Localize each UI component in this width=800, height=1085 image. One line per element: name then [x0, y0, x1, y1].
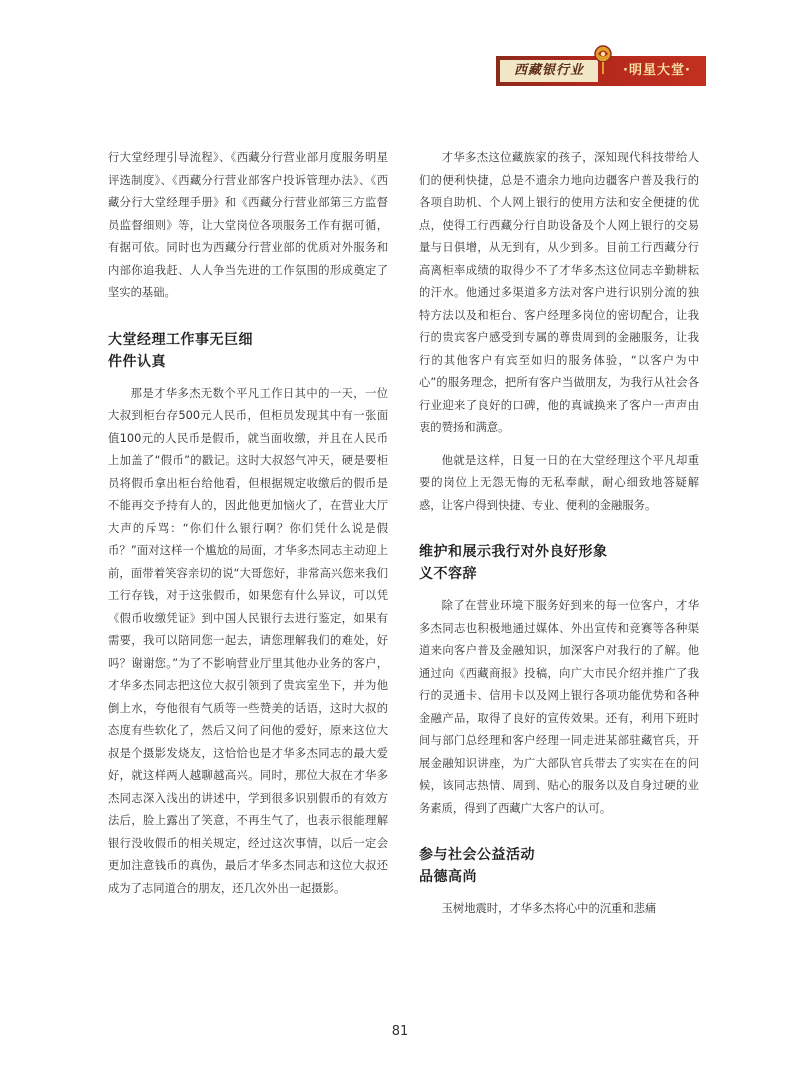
left-paragraph-1: 行大堂经理引导流程》、《西藏分行营业部月度服务明星评选制度》、《西藏分行营业部客户投诉管理办法》、《西藏分行大堂经理手册》和《西藏分行营业部第三方监督员监督细则》等，让大堂岗位各项服务工作有据可循，有据可依。同时也为西藏分行营业部的优质对外服务和内部你追我赶、人人争当先进的工作氛围的形成奠定了坚实的基础。 — [108, 151, 388, 299]
right-column — [419, 147, 699, 921]
left-column — [108, 147, 388, 900]
heading-image — [419, 541, 699, 585]
page-number: 81 — [391, 1024, 409, 1039]
brand-label: 西藏银行业 — [500, 60, 598, 82]
right-paragraph-2: 他就是这样，日复一日的在大堂经理这个平凡却重要的岗位上无怨无悔的无私奉献，耐心细致地答疑解惑，让客户得到快捷、专业、便利的金融服务。 — [419, 453, 699, 512]
auspicious-cloud-icon — [592, 44, 614, 78]
heading-public-welfare — [419, 844, 699, 888]
heading-line-2: 义不容辞 — [419, 566, 477, 582]
section-title: ·明星大堂· — [623, 63, 691, 78]
right-paragraph-1: 才华多杰这位藏族家的孩子，深知现代科技带给人们的便利快捷，总是不遗余力地向边疆客户普及我行的各项自助机、个人网上银行的使用方法和安全便捷的优点，使得工行西藏分行自助设备及个人网上银行的交易量与日俱增，从无到有，从少到多。目前工行西藏分行高离柜率成绩的取得少不了才华多杰这位同志辛勤耕耘的汗水。他通过多渠道多方法对客户进行识别分流的独特方法以及和柜台、客户经理多岗位的密切配合，让我行的贵宾客户感受到专属的尊贵周到的金融服务，让我行的其他客户有宾至如归的服务体验，“以客户为中心”的服务理念，把所有客户当做朋友，为我行从社会各行业迎来了良好的口碑，他的真诚换来了客户一声声由衷的赞扬和满意。 — [419, 151, 699, 434]
heading-line-1: 大堂经理工作事无巨细 — [108, 331, 253, 348]
right-paragraph-4: 玉树地震时，才华多杰将心中的沉重和悲痛 — [441, 902, 657, 915]
heading-lobby-manager — [108, 329, 388, 373]
heading-line-1: 维护和展示我行对外良好形象 — [419, 544, 608, 560]
left-paragraph-2: 那是才华多杰无数个平凡工作日其中的一天，一位大叔到柜台存500元人民币，但柜员发现其中有一张面值100元的人民币是假币，就当面收缴，并且在人民币上加盖了“假币”的戳记。这时大叔怒气冲天，硬是要柜员将假币拿出柜台给他看，但根据规定收缴后的假币是不能再交予持有人的，因此他更加恼火了，在营业大厅大声的斥骂：“你们什么银行啊？你们凭什么说是假币？”面对这样一个尴尬的局面，才华多杰同志主动迎上前，面带着笑容亲切的说“大哥您好，非常高兴您来我们工行存钱，对于这张假币，如果您有什么异议，可以凭《假币收缴凭证》到中国人民银行去进行鉴定，如果有需要，我可以陪同您一起去，请您理解我们的难处，好吗？谢谢您。”为了不影响营业厅里其他办业务的客户，才华多杰同志把这位大叔引领到了贵宾室坐下，并为他倒上水，夸他很有气质等一些赞美的话语，这时大叔的态度有些软化了，然后又问了问他的爱好，原来这位大叔是个摄影发烧友，这恰恰也是才华多杰同志的最大爱好，就这样两人越聊越高兴。同时，那位大叔在才华多杰同志深入浅出的讲述中，学到很多识别假币的有效方法后，脸上露出了笑意，不再生气了，也表示很能理解银行没收假币的相关规定，经过这次事情，以后一定会更加注意钱币的真伪，最后才华多杰同志和这位大叔还成为了志同道合的朋友，还几次外出一起摄影。 — [108, 386, 388, 895]
right-paragraph-3: 除了在营业环境下服务好到来的每一位客户，才华多杰同志也积极地通过媒体、外出宣传和竞赛等各种渠道来向客户普及金融知识，加深客户对我行的了解。他通过向《西藏商报》投稿，向广大市民介绍并推广了我行的灵通卡、信用卡以及网上银行各项功能优势和各种金融产品，取得了良好的宣传效果。还有，利用下班时间与部门总经理和客户经理一同走进某部驻藏官兵，开展金融知识讲座，为广大部队官兵带去了实实在在的问候，该同志热情、周到、贴心的服务以及自身过硬的业务素质，得到了西藏广大客户的认可。 — [419, 599, 699, 815]
heading-line-2: 品德高尚 — [419, 869, 477, 885]
heading-line-2: 件件认真 — [108, 353, 166, 370]
header-banner — [496, 56, 706, 86]
heading-line-1: 参与社会公益活动 — [419, 847, 535, 863]
